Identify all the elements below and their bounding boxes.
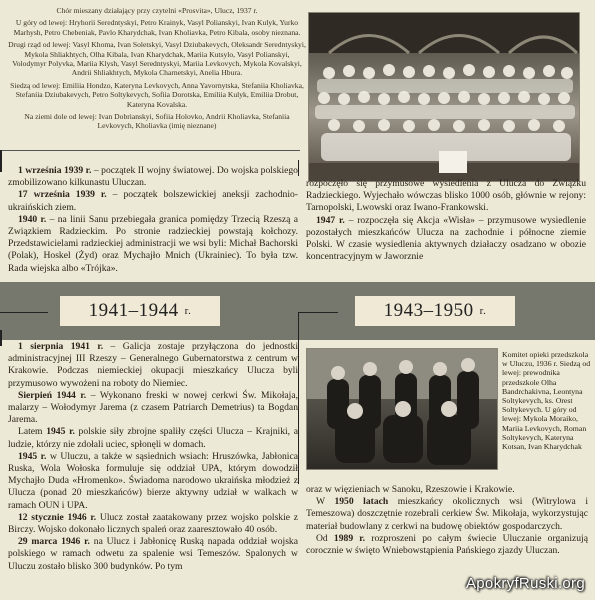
paragraph-1946-mar: 29 marca 1946 r. na Ulucz i Jabłonicę Ruską napada oddział wojska polskiego w ramach odwetu za spalenie wsi Temeszów. Spalonych w Uluczu zostało blisko 300 budynków. Po tym bbox=[8, 536, 298, 572]
paragraph-1939-sept-1: 1 września 1939 r. – początek II wojny światowej. Do wojska polskiego zmobilizowano kilkunastu Uluczan. bbox=[8, 165, 298, 189]
caption-row-3: Siedzą od lewej: Emiliia Hondzo, Kateryna Levkovych, Anna Yavornytska, Stefaniia Kholiavka, Stefaniia Dziubakevych, Petro Soltykevych, Sofiia Dorotska, Emiliia Kulyk, Emiliia Drobut, Kateryna Kovalska. bbox=[10, 80, 304, 109]
paragraph-1945-upa: 1945 r. w Uluczu, a także w sąsiednich wsiach: Hruszówka, Jabłonica Ruska, Wola Wołoska formuluje się oddział UPA, którym dowodził Mychajło Duda «Hromenko». Świadoma narodowo ukraińska młodzież z Ulucza (ponad 20 mieszkańców) bierze aktywny udział w walkach w ramach OUN i UPA. bbox=[8, 450, 298, 511]
committee-photo-figures bbox=[307, 349, 498, 470]
heading-years: 1943–1950 bbox=[383, 300, 474, 321]
paragraph-prisons: oraz w więzieniach w Sanoku, Rzeszowie i Krakowie. bbox=[306, 484, 515, 495]
heading-line-left bbox=[0, 312, 48, 313]
divider-line-top bbox=[0, 150, 300, 151]
text-right-top bbox=[306, 178, 586, 263]
caption-row-2: Drugi rząd od lewej: Vasyl Khoma, Ivan Soletskyi, Vasyl Dziubakevych, Oleksandr Seredntyskyi, Mykola Shliakhtych, Olha Kibala, Ivan Kharydchak, Mariia Kutsylo, Vasyl Polianskyi, Volodymyr Polyvka, Mariia Klysh, Vasyl Seredntyskyi, Mariia Levkovych, Mykola Kovalskyi, Andrii Shliakhtych, Mykola Charnetskyi, Anelia Hbura. bbox=[8, 40, 306, 78]
paragraph-1945-summer: Latem 1945 r. polskie siły zbrojne spaliły części Ulucza – Krajniki, a ludzie, którzy nie zdołali uciec, spłonęli w domach. bbox=[8, 426, 298, 450]
timeline-line-right bbox=[298, 312, 299, 484]
committee-photo-caption: Komitet opieki przedszkola w Uluczu, 1936 r. Siedzą od lewej: prewodnika przedszkole Olha Bandrchakivna, Leontyna Soltykevych, ks. Orest Soltykevych. U góry od lewej: Mykola Moraiko, Mariia Levkovych, Roman Soltykevych, Kateryna Kotsan, Ivan Kharydchak bbox=[502, 350, 591, 452]
text-right-bottom bbox=[306, 484, 588, 557]
paragraph-resettlement: rozpoczęło się przymusowe wysiedlenia z Ulucza do Związku Radzieckiego. Wyjechało wówczas blisko 1000 osób, głównie w rejony: Tarnopolski, Lwowski oraz Iwano-Frankowski. bbox=[306, 178, 586, 214]
choir-photo-figures bbox=[309, 13, 580, 182]
paragraph-1950: W 1950 latach mieszkańcy okolicznych wsi (Witrylowa i Temeszowa) doszczętnie rozebrali cerkiew Św. Mikołaja, wykorzystując materiał budowlany z cerkwi na budowę obiektów gospodarczych. bbox=[306, 496, 588, 532]
timeline-marker-right-top bbox=[298, 160, 299, 176]
text-1939-1940 bbox=[8, 165, 298, 275]
caption-row-4: Na ziemi dole od lewej: Ivan Dobrianskyi, Sofiia Holovko, Andrii Kholiavka, Stefaniia Levkovych, Kholiavka (imię nieznane) bbox=[24, 112, 290, 131]
heading-years: 1941–1944 bbox=[88, 300, 179, 321]
paragraph-1939-sept-17: 17 września 1939 r. – początek bolszewickiej aneksji zachodnio-ukraińskich ziem. bbox=[8, 189, 298, 213]
heading-line-right bbox=[298, 312, 338, 313]
caption-row-1: U góry od lewej: Hryhorii Seredntyskyi, Petro Krainyk, Vasyl Polianskyi, Ivan Kulyk, Yurko Marhysh, Petro Chebeniak, Pavlo Kharydchak, Ivan Kholiavka, Petro Kibala, osoby nieznana. bbox=[13, 18, 301, 37]
heading-suffix: r. bbox=[479, 305, 487, 317]
top-photo-caption bbox=[8, 6, 306, 131]
paragraph-1940: 1940 r. – na linii Sanu przebiegała granica pomiędzy Trzecią Rzeszą a Związkiem Radzieckim. Po stronie radzieckiej powstają kołchozy. Przedstawicielami radzieckiej administracji we wsi byli: Michał Bachorski (Polak), Hoskel (Żyd) oraz Mychajło Mnich (Ukrainiec). To była tzw. Rada wiejska albo «Trójka». bbox=[8, 213, 298, 274]
paragraph-1946-jan: 12 stycznie 1946 r. Ulucz został zaatakowany przez wojsko polskie z Birczy. Wojsko dokonało licznych spaleń oraz zaaresztowało 40 osób. bbox=[8, 511, 298, 536]
site-watermark: ApokryfRuski.org bbox=[465, 575, 585, 592]
paragraph-1947: 1947 r. – rozpoczęła się Akcja «Wisła» – przymusowe wysiedlenie pozostałych mieszkańców Ulucza na zachodnie i północne ziemie Polski. W czasie wysiedlenia aktywnych działaczy osadzano w obozie koncentracyjnym w Jaworznie bbox=[306, 214, 586, 263]
heading-suffix: r. bbox=[184, 305, 192, 317]
caption-title: Chór mieszany działający przy czytelni «Prosvita», Ulucz, 1937 r. bbox=[56, 6, 258, 15]
committee-photo bbox=[306, 348, 498, 470]
paragraph-1941: 1 sierpnia 1941 r. – Galicja zostaje przyłączona do jednostki administracyjnej III Rzeszy – Generalnego Gubernatorstwa z centrum w Krakowie. Podczas niemieckiej okupacji mieszkańcy Ulucza byli przymusowo wywożeni na roboty do Niemiec. bbox=[8, 341, 298, 389]
paragraph-1944: Sierpień 1944 r. – Wykonano freski w nowej cerkwi Św. Mikołaja, malarzy – Wołodymyr Jarema (z czasem Patriarch Demetrius) ta Bogdan Jarema. bbox=[8, 389, 298, 426]
choir-photo bbox=[308, 12, 580, 182]
text-1941-1946 bbox=[8, 341, 298, 573]
section-heading-1941-1944 bbox=[60, 296, 220, 326]
timeline-marker-1941 bbox=[0, 330, 8, 346]
paragraph-1989: Od 1989 r. rozproszeni po całym świecie Uluczanie organizują corocznie w święto Wniebowstąpienia Pańskiego zjazdy Uluczan. bbox=[306, 532, 588, 557]
section-heading-1943-1950 bbox=[355, 296, 515, 326]
